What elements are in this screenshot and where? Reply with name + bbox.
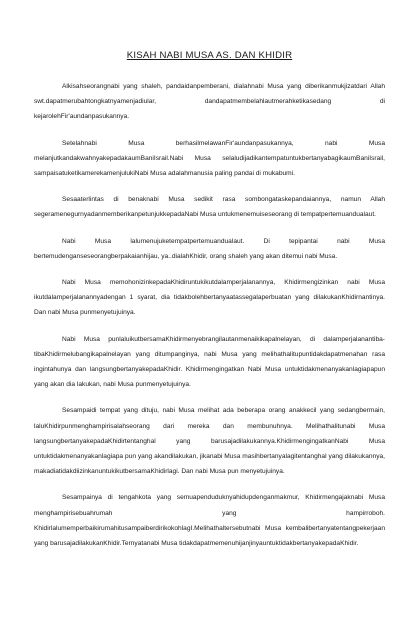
paragraph-4: Nabi Musa lalumenujuketempatpertemuandualaut. Di tepipantai nabi Musa bertemudenganseseorangberpakaianhijau, ya..dialahKhidir, orang shaleh yang akan ditemui nabi Musa.	[34, 237, 385, 260]
paragraph-3: Sesaaterlintas di benaknabi Musa sedikit rasa sombongataskepandaiannya, namun Allah segeramenegurnyadanmemberikanpetunjukkepadaNabi Musa untukmenemuiseseorang di tempatpertemuandualaut.	[34, 196, 385, 219]
paragraph-1: Alkisahseorangnabi yang shaleh, pandaidanpemberani, dialahnabi Musa yang diberikanmukjizatdari Allah swt.dapatmerubahtongkatnyamenjadiular, dandapatmembelahlautmerahketikasedang di kejarolehFir'aundanpasukannya.	[34, 83, 385, 121]
document-title: KISAH NABI MUSA AS. DAN KHIDIR	[126, 50, 293, 61]
paragraph-6: Nabi Musa punlaluikutbersamaKhidirmenyebrangilautanmenaikikapalnelayan, di dalamperjalanantiba-tibaKhidirmelubangikapalnelayan yang ditumpanginya, nabi Musa yang melihathalitupuntidakdapatmenahan rasa ingintahunya dan langsungbertanyakepadaKhidir. Khidirmengingatkan Nabi Musa untuktidakmenanyakanlagiapapun yang akan dia lakukan, nabi Musa punmenyetujuinya.	[34, 335, 385, 389]
paragraph-8: Sesampainya di tengahkota yang semuapenduduknyahidupdenganmakmur, Khidirmengajaknabi Musa menghampirisebuahrumah yang hampirroboh. KhidirlalumemperbaikirumahitusampaiberdirikokohlagI.Melihathaltersebutnabi Musa kembalibertanyatentangpekerjaan yang barusajadilakukanKhidir.Ternyatanabi Musa tidakdapatmemenuhijanjinyauntuktidakbertanyakepadaKhidir.	[34, 494, 385, 548]
paragraph-2: Setelahnabi Musa berhasilmelawanFir'aundanpasukannya, nabi Musa melanjutkandakwahnyakepadakaumBaniIsrail.Nabi Musa selaludijadikantempatuntukbertanyabagikaumBaniIsrail, sampaisatuketikamerekamenjulukiNabi Musa adalahmanusia paling pandai di mukabumi.	[34, 139, 385, 178]
paragraph-5: Nabi Musa memohonizinkepadaKhidiruntukikutdalamperjalanannya, Khidirmengizinkan nabi Musa ikutdalamperjalanannyadengan 1 syarat, dia tidakbolehbertanyaatassegalaperbuatan yang dilakukanKhidirnantinya. Dan nabi Musa punmenyetujuinya.	[34, 279, 385, 317]
paragraph-7: Sesampaidi tempat yang dituju, nabi Musa melihat ada beberapa orang anakkecil yang sedangbermain, laluKhidirpunmenghampirisalahseorang dari mereka dan membunuhnya. Melihathalitunabi Musa langsungbertanyakepadaKhidirtentanghal yang barusajadilakukannya.KhidirmengingatkanNabi Musa untuktidakmenanyakanlagiapa pun yang akandilakukan, jikanabi Musa masihbertanyalagitentanghal yang dilakukannya, makadiatidakdiizinkanuntukikutbersamaKhidirlagi. Dan nabi Musa pun menyetujuinya.	[34, 407, 385, 476]
